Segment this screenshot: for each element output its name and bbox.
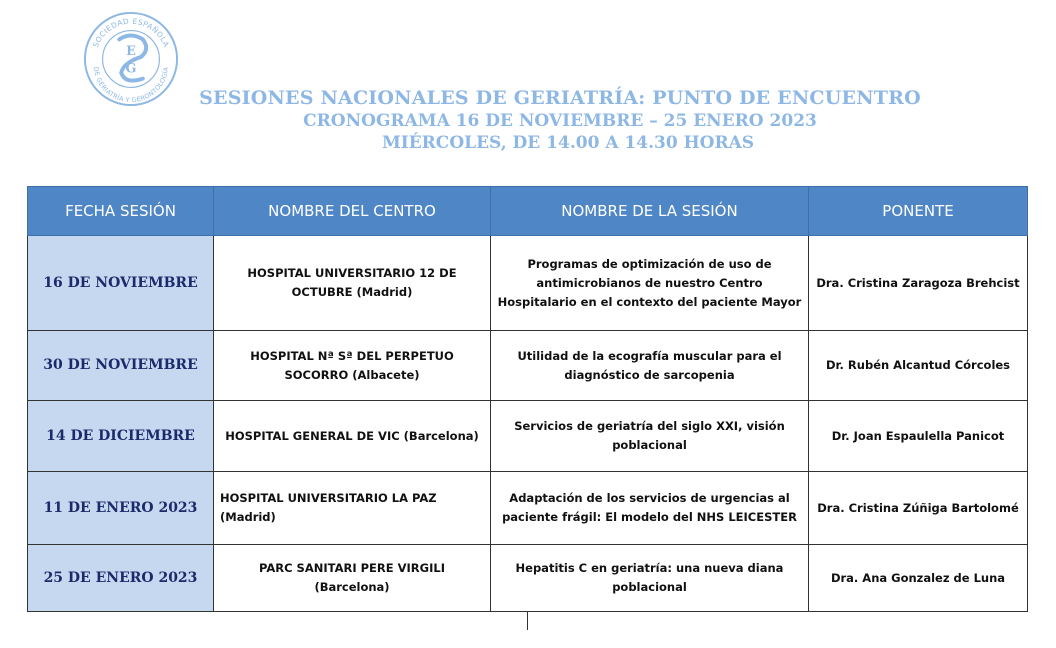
cell-fecha: 14 DE DICIEMBRE: [28, 401, 214, 472]
cell-fecha: 11 DE ENERO 2023: [28, 472, 214, 545]
cell-sesion: Servicios de geriatría del siglo XXI, visión poblacional: [491, 401, 809, 472]
cell-centro: HOSPITAL UNIVERSITARIO 12 DE OCTUBRE (Madrid): [214, 236, 491, 331]
table-row: [28, 236, 1028, 331]
page-subtitle: CRONOGRAMA 16 DE NOVIEMBRE – 25 ENERO 2023: [303, 111, 817, 131]
schedule-line: MIÉRCOLES, DE 14.00 A 14.30 HORAS: [381, 133, 755, 153]
cell-centro: HOSPITAL Nª Sª DEL PERPETUO SOCORRO (Albacete): [214, 331, 491, 401]
cell-ponente: Dra. Cristina Zaragoza Brehcist: [809, 236, 1028, 331]
cell-sesion: Adaptación de los servicios de urgencias al paciente frágil: El modelo del NHS LEICESTER: [491, 472, 809, 545]
cell-fecha: 25 DE ENERO 2023: [28, 545, 214, 612]
cell-ponente: Dra. Cristina Zúñiga Bartolomé: [809, 472, 1028, 545]
cell-ponente: Dra. Ana Gonzalez de Luna: [809, 545, 1028, 612]
table-row: [28, 545, 1028, 612]
table-header-row: [28, 187, 1028, 236]
cell-centro: PARC SANITARI PERE VIRGILI (Barcelona): [214, 545, 491, 612]
cell-sesion: Utilidad de la ecografía muscular para el diagnóstico de sarcopenia: [491, 331, 809, 401]
cell-sesion: Programas de optimización de uso de antimicrobianos de nuestro Centro Hospitalario en el contexto del paciente Mayor: [491, 236, 809, 331]
svg-text:G: G: [125, 61, 137, 77]
cell-sesion: Hepatitis C en geriatría: una nueva diana poblacional: [491, 545, 809, 612]
cell-ponente: Dr. Joan Espaulella Panicot: [809, 401, 1028, 472]
cell-centro: HOSPITAL GENERAL DE VIC (Barcelona): [214, 401, 491, 472]
cell-fecha: 30 DE NOVIEMBRE: [28, 331, 214, 401]
header: [150, 86, 970, 154]
cell-fecha: 16 DE NOVIEMBRE: [28, 236, 214, 331]
table-row: [28, 331, 1028, 401]
sessions-table: [27, 186, 1028, 612]
cell-ponente: Dr. Rubén Alcantud Córcoles: [809, 331, 1028, 401]
cell-centro: HOSPITAL UNIVERSITARIO LA PAZ (Madrid): [214, 472, 491, 545]
page-title: SESIONES NACIONALES DE GERIATRÍA: PUNTO DE ENCUENTRO: [199, 87, 921, 109]
logo-ring-text-bottom: DE GERIATRÍA Y GERONTOLOGÍA: [91, 66, 171, 105]
col-header-ponente: PONENTE: [809, 187, 1028, 236]
col-header-sesion: NOMBRE DE LA SESIÓN: [491, 187, 809, 236]
col-header-centro: NOMBRE DEL CENTRO: [214, 187, 491, 236]
logo-ring-text-top: SOCIEDAD ESPAÑOLA: [90, 16, 172, 49]
divider-line: [527, 612, 528, 630]
table-row: [28, 472, 1028, 545]
svg-text:E: E: [126, 44, 136, 60]
table-row: [28, 401, 1028, 472]
col-header-fecha: FECHA SESIÓN: [28, 187, 214, 236]
